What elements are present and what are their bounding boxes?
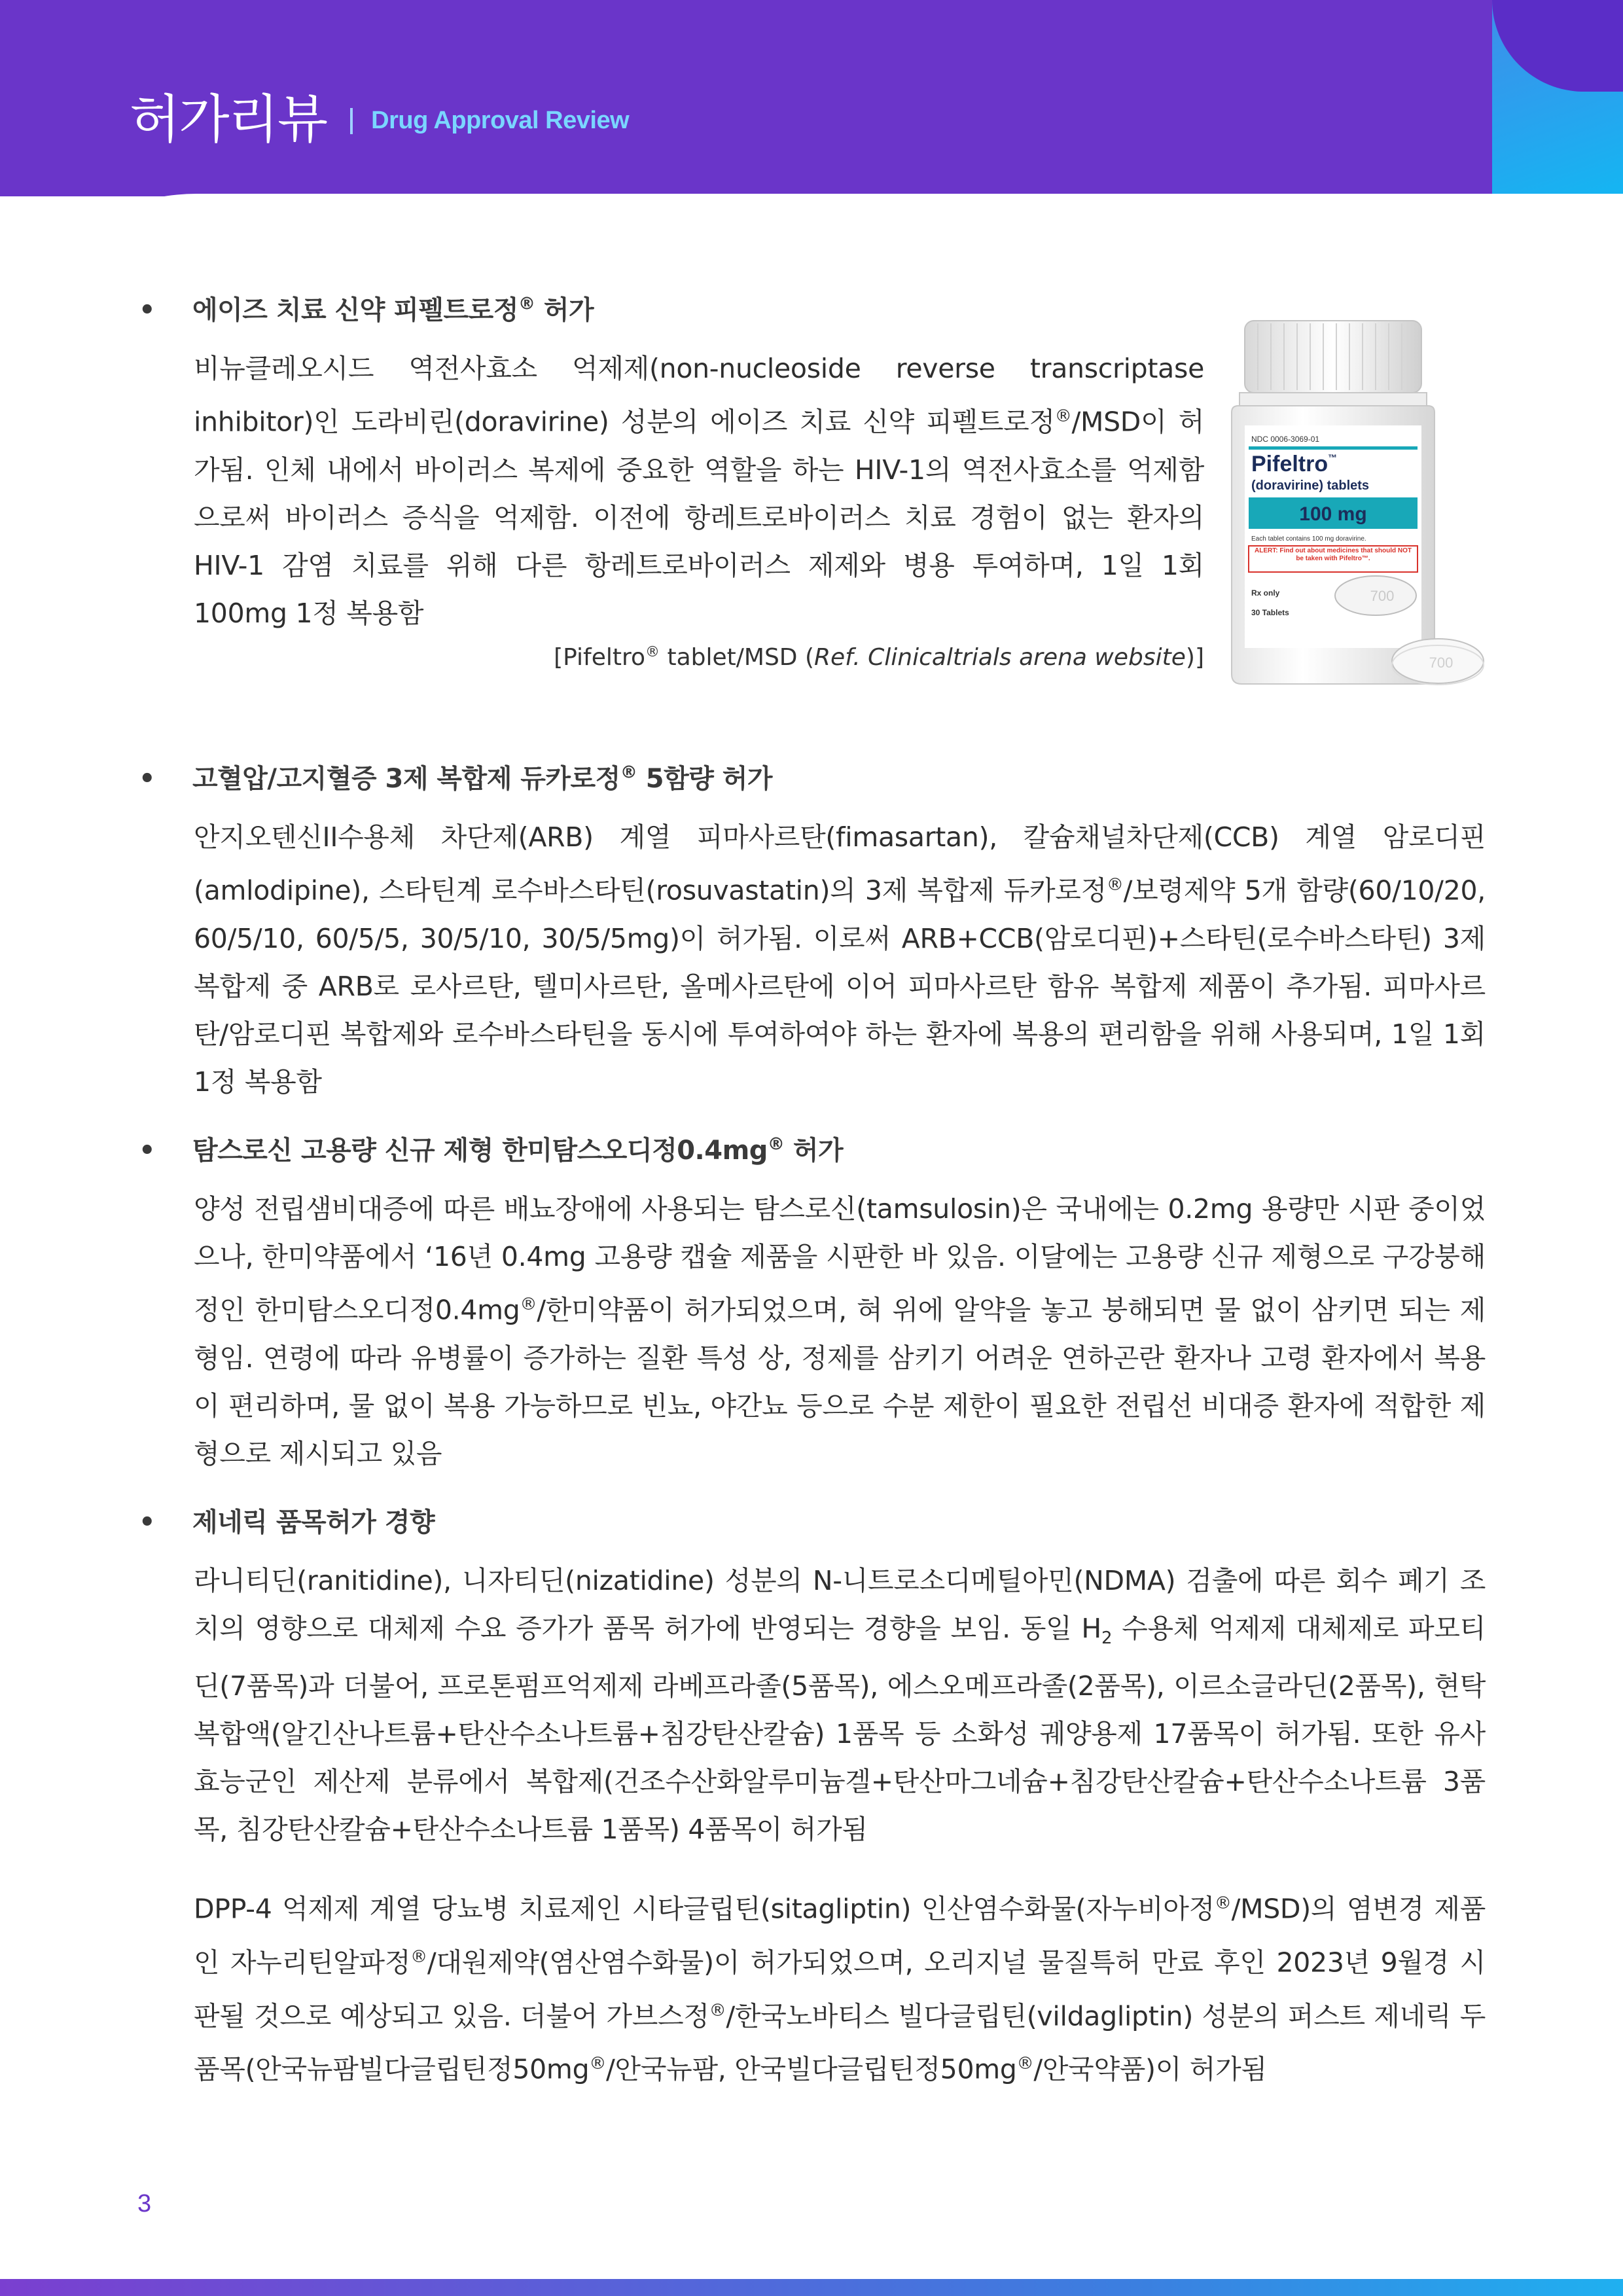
svg-text:Each tablet contains 100 mg do: Each tablet contains 100 mg doravirine. xyxy=(1251,535,1366,543)
svg-text:100 mg: 100 mg xyxy=(1299,503,1367,525)
section-title: 고혈압/고지혈증 3제 복합제 듀카로정® 5함량 허가 xyxy=(192,762,773,794)
section-paragraph: 양성 전립샘비대증에 따른 배뇨장애에 사용되는 탐스로신(tamsulosin)은 국내에는 0.2mg 용량만 시판 중이었으나, 한미약품에서 ‘16년 0.4mg 고용량 캡슐 제품을 시판한 바 있음. 이달에는 고용량 신규 제형으로 구강붕해정인 한미탐스오디정0.4mg®/한미약품이 허가되었으며, 혀 위에 알약을 놓고 붕해되면 물 없이 삼키면 되는 제형임. 연령에 따라 유병률이 증가하는 질환 특성 상, 정제를 삼키기 어려운 연하곤란 환자나 고령 환자에서 복용이 편리하며, 물 없이 복용 가능하므로 빈뇨, 야간뇨 등으로 수분 제한이 필요한 전립선 비대증 환자에 적합한 제형으로 제시되고 있음 xyxy=(194,1193,1486,1469)
header-title xyxy=(130,77,629,152)
section-paragraph: 안지오텐신II수용체 차단제(ARB) 계열 피마사르탄(fimasartan), 칼슘채널차단제(CCB) 계열 암로디핀(amlodipine), 스타틴계 로수바스타틴(rosuvastatin)의 3제 복합제 듀카로정®/보령제약 5개 함량(60/10/20, 60/5/10, 60/5/5, 30/5/10, 30/5/5mg)이 허가됨. 이로써 ARB+CCB(암로디핀)+스타틴(로수바스타틴) 3제 복합제 중 ARB로 로사르탄, 텔미사르탄, 올메사르탄에 이어 피마사르탄 함유 복합제 제품이 추가됨. 피마사르탄/암로디핀 복합제와 로수바스타틴을 동시에 투여하여야 하는 환자에 복용의 편리함을 위해 사용되며, 1일 1회 1정 복용함 xyxy=(194,821,1486,1098)
section-title: 제네릭 품목허가 경향 xyxy=(192,1507,435,1537)
svg-text:Rx only: Rx only xyxy=(1251,588,1280,598)
svg-text:30 Tablets: 30 Tablets xyxy=(1251,608,1289,617)
section-heading xyxy=(131,1130,1486,1167)
section-dukaro xyxy=(131,758,1486,1106)
pill-bottle-icon: NDC 0006-3069-01 Pifeltro™ (doravirine) tablets 100 mg Each tablet contains 100 mg doravirine. ALERT: Find out about medicines that should NOT be taken with Pifeltro™. Rx only 30 Tablets 700 700 xyxy=(1225,308,1487,700)
section-paragraph-2: DPP-4 억제제 계열 당뇨병 치료제인 시타글립틴(sitagliptin) 인산염수화물(자누비아정®/MSD)의 염변경 제품인 자누리틴알파정®/대원제약(염산염수화물)이 허가되었으며, 오리지널 물질특허 만료 후인 2023년 9월경 시판될 것으로 예상되고 있음. 더불어 가브스정®/한국노바티스 빌다글립틴(vildagliptin) 성분의 퍼스트 제네릭 두 품목(안국뉴팜빌다글립틴정50mg®/안국뉴팜, 안국빌다글립틴정50mg®/안국약품)이 허가됨 xyxy=(194,1893,1486,2085)
footer-bar xyxy=(0,2279,1623,2296)
header-corner-shape xyxy=(1492,0,1623,92)
section-heading xyxy=(131,1501,1486,1539)
section-paragraph-1: 라니티딘(ranitidine), 니자티딘(nizatidine) 성분의 N-니트로소디메틸아민(NDMA) 검출에 따른 회수 폐기 조치의 영향으로 대체제 수요 증가가 품목 허가에 반영되는 경향을 보임. 동일 $H_2$ 수용체 억제제 대체제로 파모티딘(7품목)과 더불어, 프로톤펌프억제제 라베프라졸(5품목), 에스오메프라졸(2품목), 이르소글라딘(2품목), 현탁 복합액(알긴산나트륨+탄산수소나트륨+침강탄산칼슘) 1품목 등 소화성 궤양용제 17품목이 허가됨. 또한 유사 효능군인 제산제 분류에서 복합제(건조수산화알루미늄겔+탄산마그네슘+침강탄산칼슘+탄산수소나트륨 3품목, 침강탄산칼슘+탄산수소나트륨 1품목) 4품목이 허가됨 xyxy=(194,1565,1486,1846)
page-number: 3 xyxy=(137,2190,152,2217)
pifeltro-bottle-image xyxy=(1225,308,1487,700)
section-title: 탐스로신 고용량 신규 제형 한미탐스오디정0.4mg® 허가 xyxy=(192,1134,844,1166)
svg-text:NDC 0006-3069-01: NDC 0006-3069-01 xyxy=(1251,435,1320,444)
image-caption: [Pifeltro® tablet/MSD (Ref. Clinicaltrials arena website)] xyxy=(554,643,1204,671)
svg-text:700: 700 xyxy=(1429,655,1454,671)
bullet-icon: • xyxy=(139,764,156,794)
header-divider xyxy=(350,108,353,134)
bullet-icon: • xyxy=(139,1507,156,1537)
svg-text:700: 700 xyxy=(1370,588,1395,604)
section-heading xyxy=(131,758,1486,795)
section-pifeltro xyxy=(131,289,1204,671)
section-generic-approvals xyxy=(131,1501,1486,2094)
section-tamsulosin xyxy=(131,1130,1486,1478)
bullet-icon: • xyxy=(139,1136,156,1166)
svg-text:Pifeltro™: Pifeltro™ xyxy=(1251,452,1338,476)
svg-text:(doravirine) tablets: (doravirine) tablets xyxy=(1251,478,1370,493)
header-title-english: Drug Approval Review xyxy=(371,107,630,134)
section-paragraph: 비뉴클레오시드 역전사효소 억제제(non-nucleoside reverse transcriptase inhibitor)인 도라비린(doravirine) 성분의 에이즈 치료 신약 피펠트로정®/MSD이 허가됨. 인체 내에서 바이러스 복제에 중요한 역할을 하는 HIV-1의 역전사효소를 억제함으로써 바이러스 증식을 억제함. 이전에 항레트로바이러스 치료 경험이 없는 환자의 HIV-1 감염 치료를 위해 다른 항레트로바이러스 제제와 병용 투여하며, 1일 1회 100mg 1정 복용함 xyxy=(194,353,1204,629)
section-title: 에이즈 치료 신약 피펠트로정® 허가 xyxy=(192,294,594,325)
bullet-icon: • xyxy=(139,295,156,325)
section-heading xyxy=(131,289,1204,327)
header-corner-accent xyxy=(1492,0,1623,196)
header-title-korean: 허가리뷰 xyxy=(130,89,327,150)
